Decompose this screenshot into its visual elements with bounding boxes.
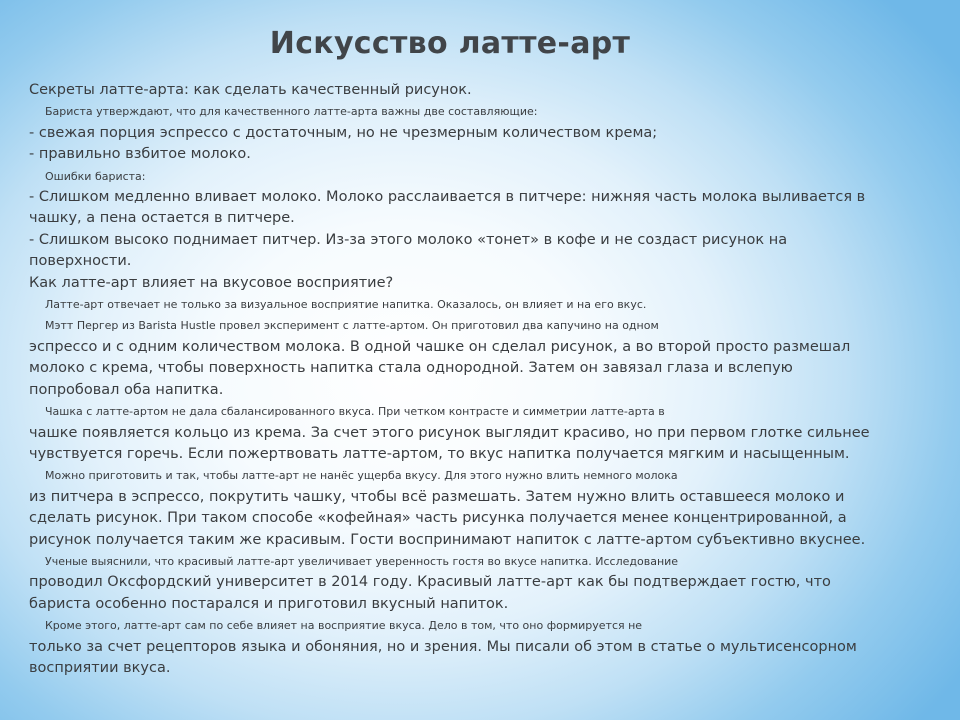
text-line: Бариста утверждают, что для качественного латте-арта важны две составляющие: [45, 105, 538, 119]
text-line: рисунок получается таким же красивым. Гости воспринимают напиток с латте-артом субъективно вкуснее. [29, 531, 866, 548]
slide-body-text [29, 80, 934, 679]
text-line: - правильно взбитое молоко. [29, 146, 251, 163]
slide-title: Искусство латте-арт [269, 26, 631, 61]
text-line: эспрессо и с одним количеством молока. В одной чашке он сделал рисунок, а во второй просто размешал [29, 338, 851, 355]
text-line: Латте-арт отвечает не только за визуальное восприятие напитка. Оказалось, он влияет и на его вкус. [45, 298, 647, 312]
text-line: Ошибки бариста: [45, 169, 146, 183]
text-line: - Слишком высоко поднимает питчер. Из-за этого молоко «тонет» в кофе и не создаст рисунок на [29, 231, 788, 248]
text-line: сделать рисунок. При таком способе «кофейная» часть рисунка получается менее концентрированной, а [29, 510, 847, 527]
text-line: проводил Оксфордский университет в 2014 году. Красивый латте-арт как бы подтверждает гостю, что [29, 574, 831, 591]
text-line: молоко с крема, чтобы поверхность напитка стала однородной. Затем он завязал глаза и вслепую [29, 360, 793, 377]
text-line: Секреты латте-арта: как сделать качественный рисунок. [29, 82, 472, 98]
text-line: чашке появляется кольцо из крема. За счет этого рисунок выглядит красиво, но при первом глотке сильнее [29, 424, 870, 441]
text-line: - свежая порция эспрессо с достаточным, но не чрезмерным количеством крема; [29, 124, 658, 141]
text-line: Мэтт Пергер из Barista Hustle провел эксперимент с латте-артом. Он приготовил два капучино на одном [45, 319, 659, 333]
text-line: - Слишком медленно вливает молоко. Молоко расслаивается в питчере: нижняя часть молока выливается в [29, 189, 866, 206]
text-line: Как латте-арт влияет на вкусовое восприятие? [29, 274, 394, 291]
text-line: Можно приготовить и так, чтобы латте-арт не нанёс ущерба вкусу. Для этого нужно влить немного молока [45, 469, 678, 483]
text-line: Кроме этого, латте-арт сам по себе влияет на восприятие вкуса. Дело в том, что оно формируется не [45, 619, 643, 633]
text-line: восприятии вкуса. [29, 659, 171, 676]
text-line: из питчера в эспрессо, покрутить чашку, чтобы всё размешать. Затем нужно влить оставшееся молоко и [29, 488, 845, 505]
text-line: бариста особенно постарался и приготовил вкусный напиток. [29, 595, 509, 612]
text-line: поверхности. [29, 253, 132, 270]
text-line: Чашка с латте-артом не дала сбалансированного вкуса. При четком контрасте и симметрии латте-арта в [45, 405, 665, 419]
text-line: чашку, а пена остается в питчере. [29, 210, 295, 227]
text-line: Ученые выяснили, что красивый латте-арт увеличивает уверенность гостя во вкусе напитка. Исследование [45, 554, 679, 568]
text-line: чувствуется горечь. Если пожертвовать латте-артом, то вкус напитка получается мягким и насыщенным. [29, 445, 850, 462]
text-line: попробовал оба напитка. [29, 381, 224, 398]
text-line: только за счет рецепторов языка и обоняния, но и зрения. Мы писали об этом в статье о мультисенсорном [29, 638, 857, 655]
